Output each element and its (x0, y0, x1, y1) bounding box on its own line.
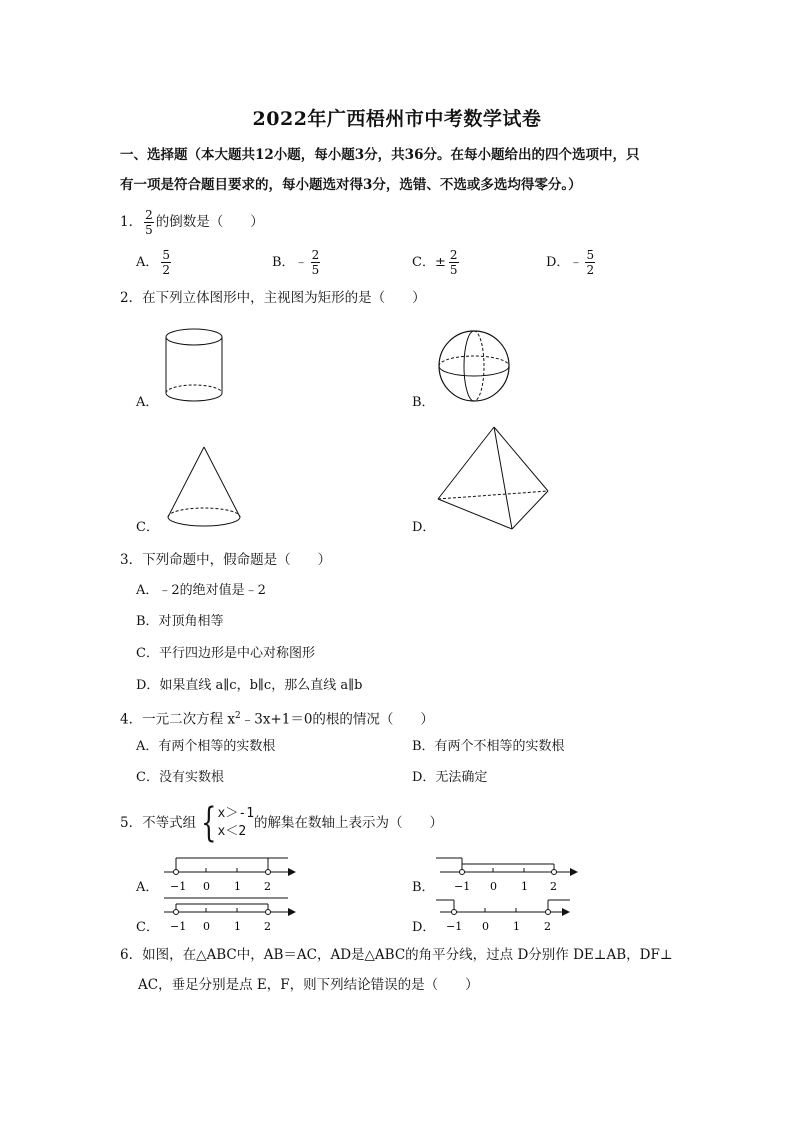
q5-option-b-label: B． (412, 880, 435, 895)
svg-text:−1: −1 (446, 920, 463, 933)
page-title: 2022年广西梧州市中考数学试卷 (252, 108, 542, 130)
section-heading-line1: 一、选择题（本大题共12小题，每小题3分，共36分。在每小题给出的四个选项中，只 (120, 147, 640, 163)
q5-option-d-label: D． (412, 920, 436, 935)
q3-option-c: C．平行四边形是中心对称图形 (136, 646, 315, 661)
q1-option-c: C．± $\frac{2}{5}$ (412, 248, 458, 277)
svg-text:0: 0 (490, 880, 497, 893)
number-line-c (160, 894, 300, 936)
q4-option-d: D．无法确定 (412, 770, 488, 785)
svg-text:1: 1 (513, 920, 520, 933)
q5-option-c-label: C． (136, 920, 159, 935)
q3-option-d: D．如果直线 a∥c，b∥c，那么直线 a∥b (136, 678, 363, 693)
section-heading-line2: 有一项是符合题目要求的，每小题选对得3分，选错、不选或多选均得零分。） (120, 177, 582, 193)
pyramid-figure (434, 425, 554, 535)
number-line-b (436, 854, 586, 896)
q2-option-a-label: A． (136, 395, 159, 410)
q1-option-d: D．﹣ $\frac{5}{2}$ (546, 248, 595, 277)
inequality-system: { x＞-1 x＜2 (201, 800, 255, 846)
question-1-text: 的倒数是（ ） (155, 214, 264, 230)
q3-option-a: A．﹣2的绝对值是﹣2 (136, 583, 266, 598)
q4-option-b: B．有两个不相等的实数根 (412, 739, 565, 754)
q2-option-b-label: B． (412, 395, 435, 410)
svg-text:1: 1 (234, 920, 241, 933)
q3-option-b: B．对顶角相等 (136, 614, 224, 629)
svg-text:0: 0 (203, 880, 210, 893)
question-6-line1: 6．如图，在△ABC中，AB＝AC，AD是△ABC的角平分线，过点 D分别作 DE⊥AB，DF⊥ (120, 947, 673, 963)
sphere-figure (436, 328, 516, 408)
svg-text:2: 2 (544, 920, 551, 933)
svg-text:2: 2 (264, 920, 271, 933)
svg-text:1: 1 (234, 880, 241, 893)
question-2: 2．在下列立体图形中，主视图为矩形的是（ ） (120, 290, 426, 306)
question-3: 3．下列命题中，假命题是（ ） (120, 552, 332, 568)
svg-text:1: 1 (521, 880, 528, 893)
svg-text:2: 2 (550, 880, 557, 893)
cone-figure (160, 445, 250, 535)
question-1-number: 1． (120, 214, 143, 230)
svg-text:0: 0 (482, 920, 489, 933)
question-1 (120, 208, 264, 237)
q2-option-c-label: C． (136, 520, 159, 535)
q1-option-b: B．﹣ $\frac{2}{5}$ (272, 248, 320, 277)
q5-option-a-label: A． (136, 880, 159, 895)
svg-text:2: 2 (264, 880, 271, 893)
question-5: 5．不等式组 { x＞-1 x＜2 的解集在数轴上表示为（ ） (120, 800, 444, 846)
number-line-d (436, 894, 586, 936)
svg-text:−1: −1 (170, 920, 187, 933)
cylinder-figure (160, 325, 230, 405)
number-line-a (160, 854, 300, 896)
question-1-fraction: $\frac{2}{5}$ (145, 208, 153, 237)
question-6-line2: AC，垂足分别是点 E，F，则下列结论错误的是（ ） (138, 977, 479, 993)
left-brace: { (201, 800, 217, 846)
svg-text:0: 0 (203, 920, 210, 933)
q4-option-a: A．有两个相等的实数根 (136, 739, 276, 754)
svg-text:−1: −1 (454, 880, 471, 893)
svg-text:−1: −1 (170, 880, 187, 893)
q4-option-c: C．没有实数根 (136, 770, 224, 785)
q1-option-a: A． $\frac{5}{2}$ (136, 248, 171, 277)
q2-option-d-label: D． (412, 520, 436, 535)
question-4: 4．一元二次方程 $x^2﹣3x+1=0$的根的情况（ ） (120, 711, 434, 728)
